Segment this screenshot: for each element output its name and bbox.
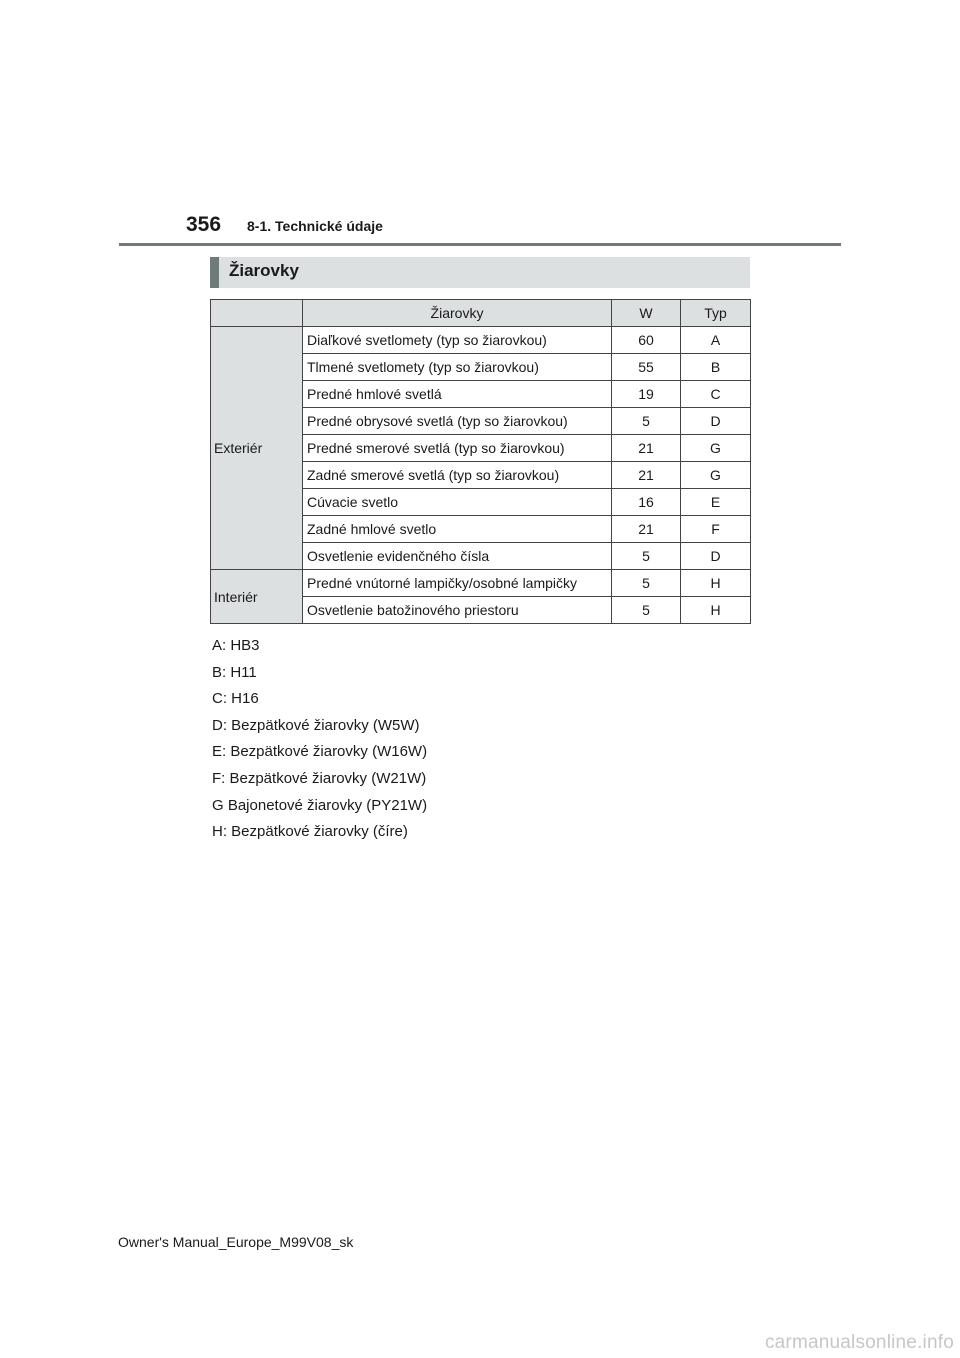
- type-cell: G: [681, 435, 751, 462]
- type-cell: F: [681, 516, 751, 543]
- watt-cell: 16: [612, 489, 681, 516]
- footer-text: Owner's Manual_Europe_M99V08_sk: [118, 1234, 354, 1250]
- type-note: B: H11: [212, 663, 257, 681]
- bulb-name-cell: Zadné hmlové svetlo: [303, 516, 612, 543]
- bulb-name-cell: Predné hmlové svetlá: [303, 381, 612, 408]
- column-header-group: [211, 300, 303, 327]
- type-cell: C: [681, 381, 751, 408]
- type-note: F: Bezpätkové žiarovky (W21W): [212, 769, 427, 787]
- bulb-name-cell: Diaľkové svetlomety (typ so žiarovkou): [303, 327, 612, 354]
- type-cell: A: [681, 327, 751, 354]
- page-number: 356: [186, 213, 222, 236]
- type-note: A: HB3: [212, 637, 260, 654]
- bulb-name-cell: Tlmené svetlomety (typ so žiarovkou): [303, 354, 612, 381]
- section-heading: [210, 257, 750, 288]
- bulbs-table: [210, 299, 751, 624]
- type-cell: E: [681, 489, 751, 516]
- bulb-name-cell: Predné smerové svetlá (typ so žiarovkou): [303, 435, 612, 462]
- column-header-type: Typ: [681, 300, 751, 327]
- type-note: D: Bezpätkové žiarovky (W5W): [212, 716, 420, 734]
- type-note: C: H16: [212, 690, 259, 708]
- column-header-bulbs: Žiarovky: [303, 300, 612, 327]
- watt-cell: 60: [612, 327, 681, 354]
- watt-cell: 19: [612, 381, 681, 408]
- table-header-row: [211, 300, 751, 327]
- watt-cell: 5: [612, 597, 681, 624]
- watt-cell: 5: [612, 408, 681, 435]
- column-header-watt: W: [612, 300, 681, 327]
- bulb-name-cell: Cúvacie svetlo: [303, 489, 612, 516]
- section-heading-text: Žiarovky: [229, 261, 299, 280]
- type-cell: H: [681, 570, 751, 597]
- bulb-name-cell: Osvetlenie batožinového priestoru: [303, 597, 612, 624]
- watt-cell: 21: [612, 516, 681, 543]
- bulb-name-cell: Predné obrysové svetlá (typ so žiarovkou): [303, 408, 612, 435]
- watt-cell: 5: [612, 543, 681, 570]
- watt-cell: 21: [612, 462, 681, 489]
- type-note: H: Bezpätkové žiarovky (číre): [212, 823, 408, 841]
- bulb-name-cell: Predné vnútorné lampičky/osobné lampičky: [303, 570, 612, 597]
- group-label: Exteriér: [211, 327, 303, 570]
- watt-cell: 55: [612, 354, 681, 381]
- watermark: carmanualsonline.info: [764, 1332, 954, 1353]
- table-body: [211, 327, 751, 624]
- header-rule: [119, 243, 841, 246]
- type-note: E: Bezpätkové žiarovky (W16W): [212, 743, 428, 761]
- type-cell: D: [681, 408, 751, 435]
- type-cell: D: [681, 543, 751, 570]
- bulb-name-cell: Osvetlenie evidenčného čísla: [303, 543, 612, 570]
- type-cell: H: [681, 597, 751, 624]
- watt-cell: 5: [612, 570, 681, 597]
- type-notes-list: [212, 635, 427, 848]
- table-row: [211, 327, 751, 354]
- watt-cell: 21: [612, 435, 681, 462]
- type-cell: G: [681, 462, 751, 489]
- bulb-name-cell: Zadné smerové svetlá (typ so žiarovkou): [303, 462, 612, 489]
- section-label: 8-1. Technické údaje: [247, 218, 383, 234]
- group-label: Interiér: [211, 570, 303, 624]
- type-cell: B: [681, 354, 751, 381]
- type-note: G Bajonetové žiarovky (PY21W): [212, 796, 428, 814]
- table-row: [211, 570, 751, 597]
